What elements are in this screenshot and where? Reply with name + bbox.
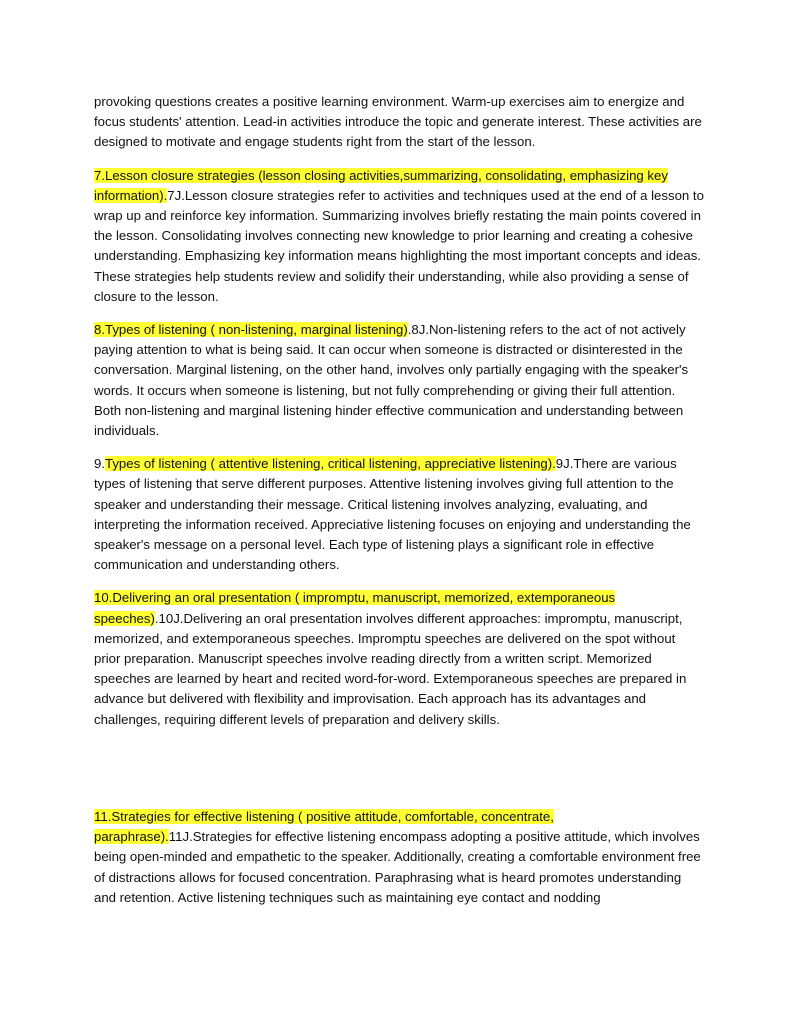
highlighted-heading: 10.Delivering an oral presentation ( impromptu, manuscript, memorized, extemporaneous speeches) <box>94 590 616 626</box>
paragraph-body: 9J.There are various types of listening that serve different purposes. Attentive listening involves giving full attention to the speaker and understanding their message. Critical listening involves analyzing, evaluating, and interpreting the information received. Appreciative listening focuses on enjoying and understanding the speaker's message on a personal level. Each type of listening plays a significant role in effective communication and understanding others. <box>94 456 691 573</box>
highlighted-heading: 8.Types of listening ( non-listening, marginal listening) <box>94 322 408 338</box>
paragraph-body: .8J.Non-listening refers to the act of not actively paying attention to what is being said. It can occur when someone is distracted or disinterested in the conversation. Marginal listening, on the other hand, involves only partially engaging with the speaker's words. It occurs when someone is listening, but not fully comprehending or giving their full attention. Both non-listening and marginal listening hinder effective communication and understanding between individuals. <box>94 322 689 439</box>
paragraph-8 <box>94 320 704 441</box>
paragraph-body: 7J.Lesson closure strategies refer to activities and techniques used at the end of a lesson to wrap up and reinforce key information. Summarizing involves briefly restating the main points covered in the lesson. Consolidating involves connecting new knowledge to prior learning and creating a cohesive understanding. Emphasizing key information means highlighting the most important concepts and ideas. These strategies help students review and solidify their understanding, while also providing a sense of closure to the lesson. <box>94 187 704 304</box>
paragraph-11 <box>94 807 704 908</box>
highlighted-heading: 11.Strategies for effective listening ( positive attitude, comfortable, concentrate, paraphrase). <box>94 808 554 845</box>
paragraph-body: 11J.Strategies for effective listening encompass adopting a positive attitude, which involves being open-minded and empathetic to the speaker. Additionally, creating a comfortable environment free of distractions allows for focused concentration. Paraphrasing what is heard promotes understanding and retention. Active listening techniques such as maintaining eye contact and nodding <box>94 829 701 905</box>
paragraph-1 <box>94 92 704 153</box>
paragraph-body: .10J.Delivering an oral presentation involves different approaches: impromptu, manuscript, memorized, and extemporaneous speeches. Impromptu speeches are delivered on the spot without prior preparation. Manuscript speeches involve reading directly from a written script. Memorized speeches are learned by heart and recited word-for-word. Extemporaneous speeches are prepared in advance but delivered with flexibility and improvisation. Each approach has its advantages and challenges, requiring different levels of preparation and delivery skills. <box>94 610 687 727</box>
paragraph-10 <box>94 588 704 729</box>
paragraph-7 <box>94 166 704 307</box>
highlighted-heading: 7.Lesson closure strategies (lesson closing activities,summarizing, consolidating, emphasizing key information). <box>94 167 668 203</box>
highlighted-heading: Types of listening ( attentive listening, critical listening, appreciative listening). <box>105 456 556 472</box>
heading-prefix: 9. <box>94 456 105 472</box>
paragraph-9 <box>94 454 704 575</box>
paragraph-body: provoking questions creates a positive learning environment. Warm-up exercises aim to energize and focus students' attention. Lead-in activities introduce the topic and generate interest. These activities are designed to motivate and engage students right from the start of the lesson. <box>94 94 702 150</box>
